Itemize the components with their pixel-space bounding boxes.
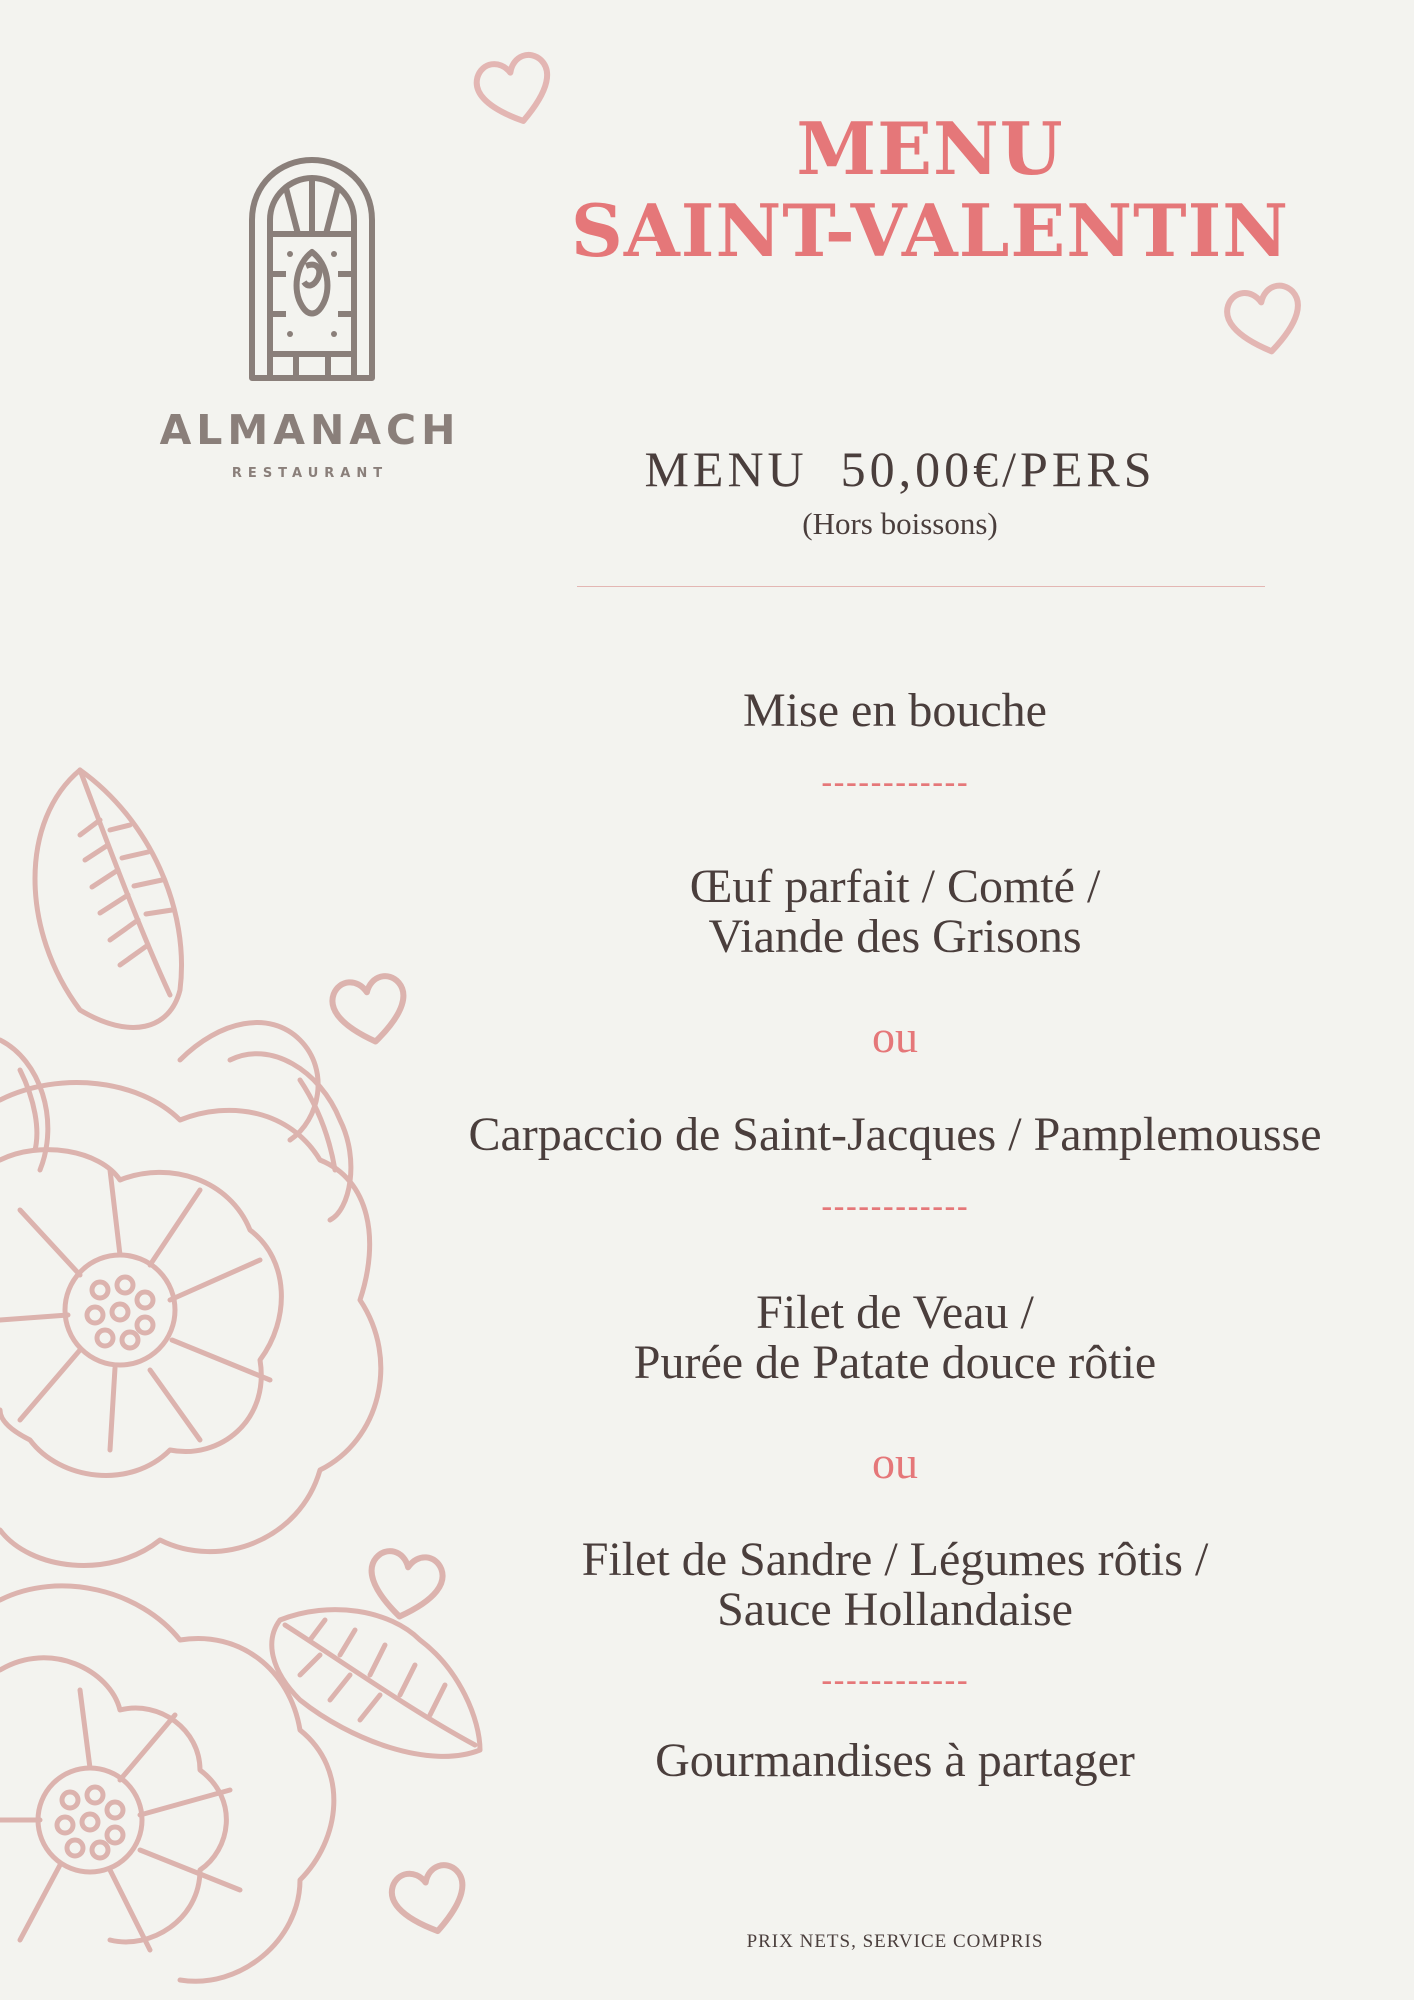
title-line-2: SAINT-VALENTIN	[570, 188, 1290, 273]
menu-item-main-1	[400, 1288, 1390, 1388]
divider-line	[577, 586, 1265, 587]
logo-dot	[331, 331, 337, 337]
logo-dot	[331, 251, 337, 257]
footer-note: PRIX NETS, SERVICE COMPRIS	[746, 1931, 1044, 1952]
price-note: (Hors boissons)	[802, 506, 998, 541]
menu-item-dessert: Gourmandises à partager	[655, 1734, 1135, 1787]
logo-dot	[287, 251, 293, 257]
or-label: ou	[872, 1011, 918, 1062]
or-label: ou	[872, 1437, 918, 1488]
menu-item-line: Purée de Patate douce rôtie	[633, 1336, 1157, 1389]
menu-item-starter-1	[400, 862, 1390, 962]
course-separator: ------------	[821, 764, 969, 802]
logo-icon	[246, 154, 378, 384]
logo-dot	[287, 331, 293, 337]
page-title	[560, 108, 1300, 272]
title-line-1: MENU	[796, 106, 1064, 191]
heart-icon	[461, 40, 569, 141]
menu-item-line: Œuf parfait / Comté /	[689, 860, 1101, 913]
course-separator: ------------	[821, 1662, 969, 1700]
menu-item-amuse: Mise en bouche	[743, 684, 1047, 737]
menu-item-line: Filet de Sandre / Légumes rôtis /	[581, 1533, 1209, 1586]
menu-price: MENU 50,00€/PERS	[644, 441, 1156, 497]
menu-item-line: Viande des Grisons	[708, 910, 1082, 963]
menu-item-main-2	[400, 1535, 1390, 1635]
menu-item-starter-2: Carpaccio de Saint-Jacques / Pamplemousse	[468, 1108, 1322, 1161]
heart-icon	[1213, 272, 1318, 369]
course-separator: ------------	[821, 1188, 969, 1226]
menu-item-line: Filet de Veau /	[756, 1286, 1034, 1339]
menu-item-line: Sauce Hollandaise	[717, 1583, 1073, 1636]
brand-subtitle: RESTAURANT	[231, 466, 389, 481]
brand-name: ALMANACH	[159, 406, 461, 454]
